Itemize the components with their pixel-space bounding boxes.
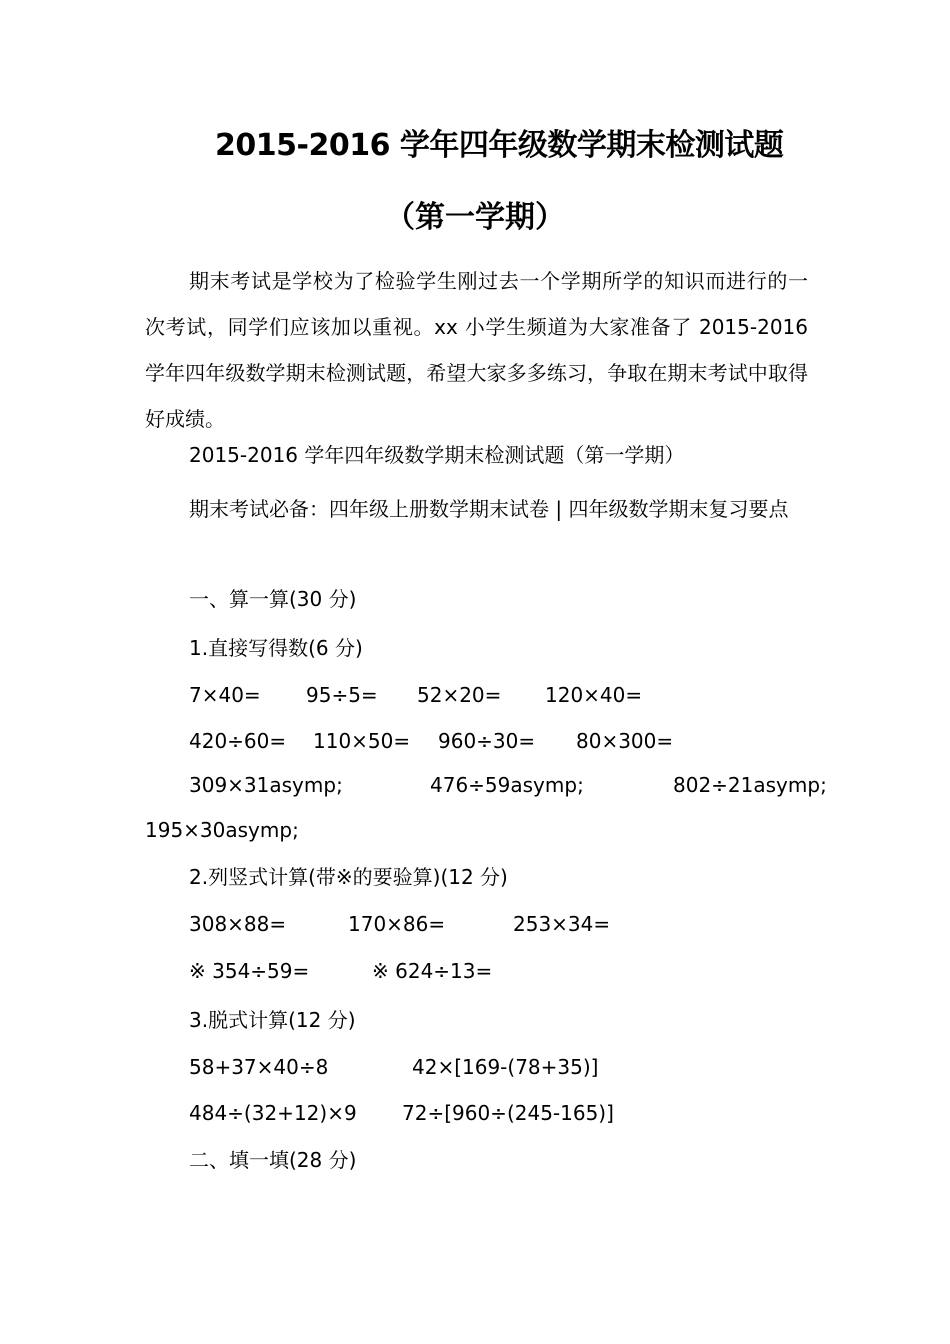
prep-paragraph: 期末考试必备：四年级上册数学期末试卷 | 四年级数学期末复习要点 — [189, 497, 789, 521]
repeat-title: 2015-2016 学年四年级数学期末检测试题（第一学期） — [189, 443, 685, 467]
q1-row-3 — [189, 762, 827, 808]
problem-item: 7×40= — [189, 683, 261, 707]
problem-item: 52×20= — [417, 683, 502, 707]
page-subtitle: （第一学期） — [385, 200, 565, 235]
q3-row-2 — [189, 1090, 809, 1136]
problem-item: 42×[169-(78+35)] — [412, 1055, 599, 1079]
problem-item: 72÷[960÷(245-165)] — [402, 1101, 614, 1125]
problem-item: 960÷30= — [438, 729, 536, 753]
problem-item: 110×50= — [313, 729, 411, 753]
q2-row-1 — [189, 901, 809, 947]
problem-item: 308×88= — [189, 912, 287, 936]
q2-row-2 — [189, 948, 809, 994]
problem-item: 484÷(32+12)×9 — [189, 1101, 357, 1125]
problem-item: 802÷21asymp; — [673, 773, 827, 797]
problem-item: 120×40= — [545, 683, 643, 707]
intro-paragraph: 期末考试是学校为了检验学生刚过去一个学期所学的知识而进行的一次考试，同学们应该加以重视。xx 小学生频道为大家准备了 2015-2016 学年四年级数学期末检测试题，希望大家多多练习，争取在期末考试中取得好成绩。 — [145, 269, 808, 431]
problem-item: 309×31asymp; — [189, 773, 343, 797]
question-3-heading: 3.脱式计算(12 分) — [189, 1008, 356, 1032]
section-2-heading: 二、填一填(28 分) — [189, 1148, 357, 1172]
problem-item: 420÷60= — [189, 729, 287, 753]
question-1-heading: 1.直接写得数(6 分) — [189, 636, 363, 660]
problem-item: 476÷59asymp; — [430, 773, 584, 797]
problem-item: 253×34= — [513, 912, 611, 936]
problem-item: 58+37×40÷8 — [189, 1055, 329, 1079]
problem-item: 80×300= — [576, 729, 674, 753]
problem-item: ※ 354÷59= — [189, 959, 310, 983]
q1-row-3-wrap: 195×30asymp; — [145, 818, 299, 842]
q3-row-1 — [189, 1044, 809, 1090]
q1-row-2 — [189, 718, 809, 764]
q1-row-1 — [189, 672, 809, 718]
section-1-heading: 一、算一算(30 分) — [189, 587, 357, 611]
problem-item: ※ 624÷13= — [372, 959, 493, 983]
question-2-heading: 2.列竖式计算(带※的要验算)(12 分) — [189, 865, 508, 889]
problem-item: 95÷5= — [306, 683, 378, 707]
page-title: 2015-2016 学年四年级数学期末检测试题 — [215, 128, 784, 163]
problem-item: 170×86= — [348, 912, 446, 936]
